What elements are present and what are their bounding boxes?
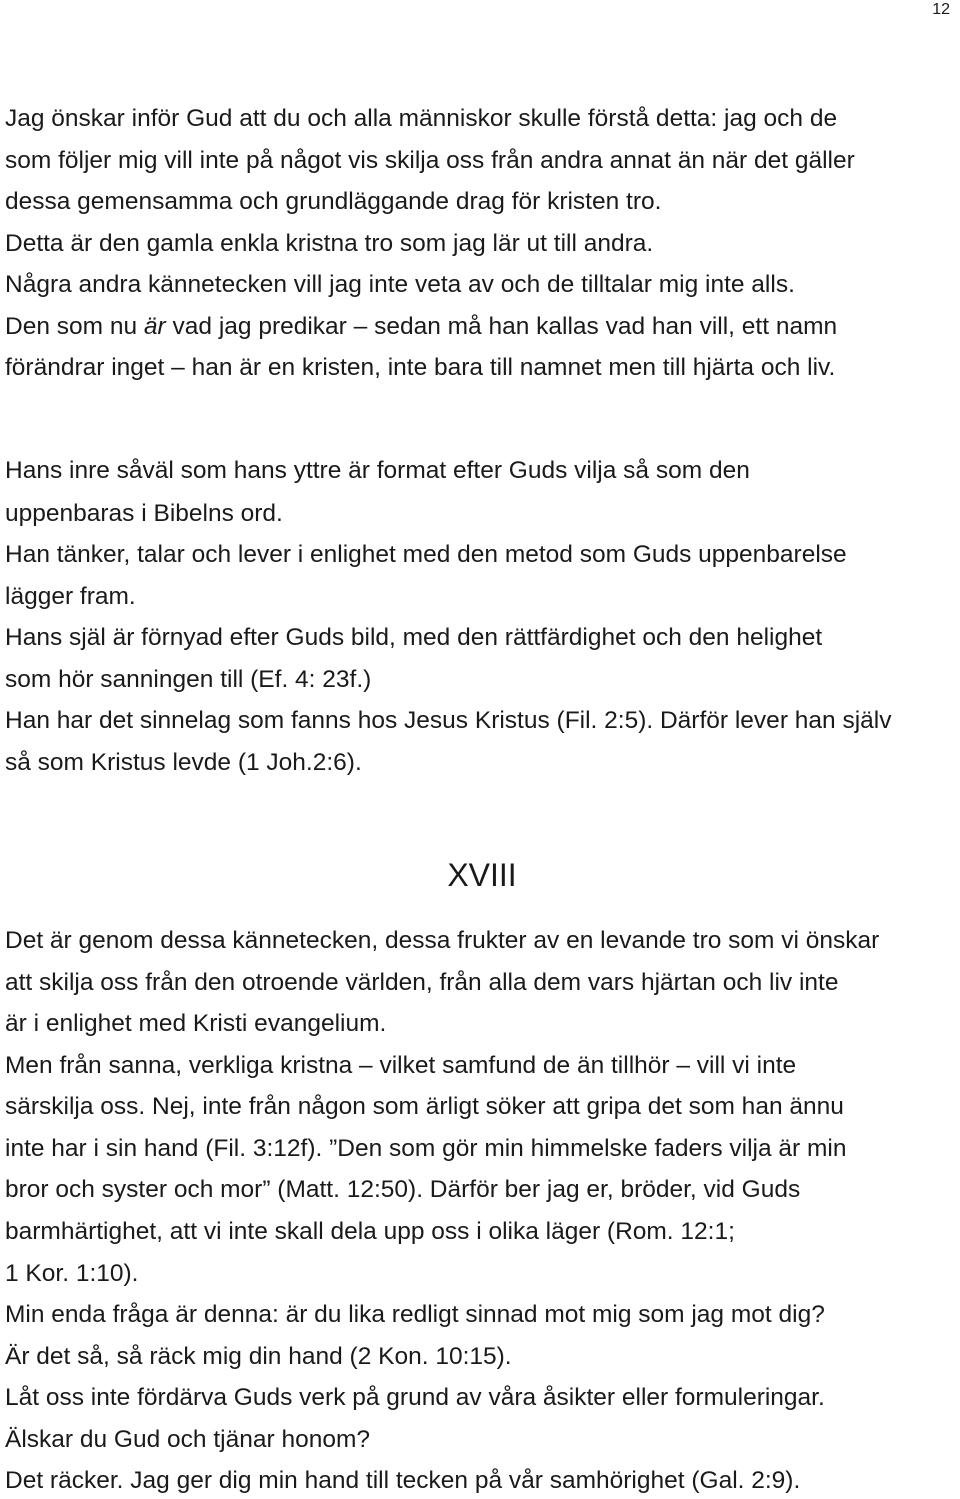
text-line <box>5 312 837 342</box>
section-heading: XVIII <box>447 857 517 893</box>
text-line: Det räcker. Jag ger dig min hand till tecken på vår samhörighet (Gal. 2:9). <box>5 1467 801 1494</box>
text-line: dessa gemensamma och grundläggande drag för kristen tro. <box>5 188 662 215</box>
text-line: särskilja oss. Nej, inte från någon som ärligt söker att gripa det som han ännu <box>5 1093 844 1120</box>
text-span: vad jag predikar – sedan må han kallas vad han vill, ett namn <box>165 313 838 340</box>
text-line: Hans själ är förnyad efter Guds bild, med den rättfärdighet och den helighet <box>5 624 823 651</box>
text-line: Är det så, så räck mig din hand (2 Kon. 10:15). <box>5 1343 512 1370</box>
text-line: är i enlighet med Kristi evangelium. <box>5 1010 387 1037</box>
text-line: Låt oss inte fördärva Guds verk på grund av våra åsikter eller formuleringar. <box>5 1384 825 1411</box>
text-line: Det är genom dessa kännetecken, dessa frukter av en levande tro som vi önskar <box>5 927 880 954</box>
text-line: Älskar du Gud och tjänar honom? <box>5 1426 370 1453</box>
text-line: inte har i sin hand (Fil. 3:12f). ”Den som gör min himmelske faders vilja är min <box>5 1135 847 1162</box>
text-line: Hans inre såväl som hans yttre är format efter Guds vilja så som den <box>5 457 750 484</box>
text-line: förändrar inget – han är en kristen, inte bara till namnet men till hjärta och liv. <box>5 354 836 381</box>
text-span: Den som nu <box>5 313 144 340</box>
text-line: Detta är den gamla enkla kristna tro som jag lär ut till andra. <box>5 230 654 257</box>
text-line: barmhärtighet, att vi inte skall dela upp oss i olika läger (Rom. 12:1; <box>5 1218 735 1245</box>
text-line: Men från sanna, verkliga kristna – vilket samfund de än tillhör – vill vi inte <box>5 1052 797 1079</box>
text-line: så som Kristus levde (1 Joh.2:6). <box>5 749 362 776</box>
emphasized-word: är <box>143 313 166 340</box>
text-line: bror och syster och mor” (Matt. 12:50). Därför ber jag er, bröder, vid Guds <box>5 1176 801 1203</box>
text-line: lägger fram. <box>5 583 136 610</box>
text-line: uppenbaras i Bibelns ord. <box>5 500 283 527</box>
page-number: 12 <box>932 1 950 18</box>
text-line: Min enda fråga är denna: är du lika redligt sinnad mot mig som jag mot dig? <box>5 1301 825 1328</box>
text-line: att skilja oss från den otroende världen, från alla dem vars hjärtan och liv inte <box>5 969 839 996</box>
text-line: som följer mig vill inte på något vis skilja oss från andra annat än när det gäller <box>5 147 855 174</box>
text-line: Några andra kännetecken vill jag inte veta av och de tilltalar mig inte alls. <box>5 271 795 298</box>
text-line: 1 Kor. 1:10). <box>5 1260 139 1287</box>
text-line: Jag önskar inför Gud att du och alla människor skulle förstå detta: jag och de <box>5 105 838 132</box>
text-line: som hör sanningen till (Ef. 4: 23f.) <box>5 666 372 693</box>
text-line: Han tänker, talar och lever i enlighet med den metod som Guds uppenbarelse <box>5 541 847 568</box>
text-line: Han har det sinnelag som fanns hos Jesus Kristus (Fil. 2:5). Därför lever han själv <box>5 707 892 734</box>
